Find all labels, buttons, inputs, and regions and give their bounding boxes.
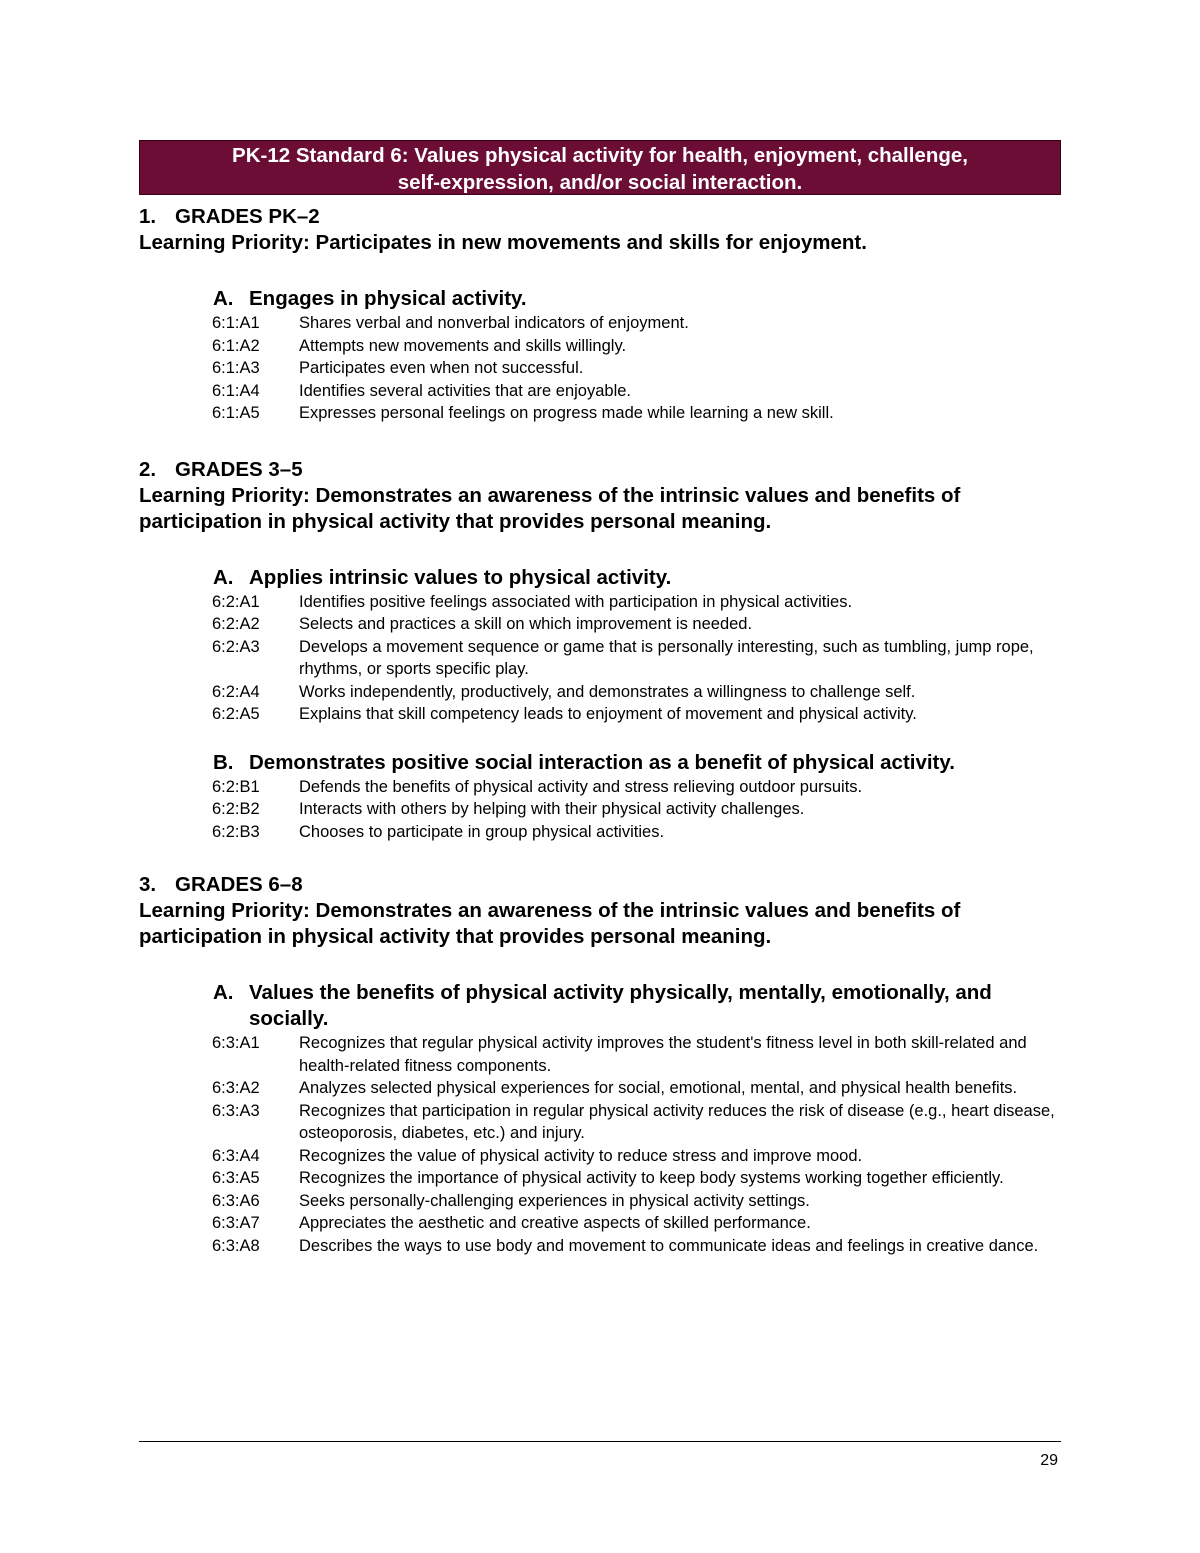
- grade-section: [139, 457, 1064, 844]
- indicator-item: 6:1:A1 Shares verbal and nonverbal indicators of enjoyment.: [212, 314, 689, 332]
- indicator-list: [212, 312, 1064, 425]
- footer-divider: [139, 1441, 1061, 1442]
- indicator-item: 6:2:A5 Explains that skill competency leads to enjoyment of movement and physical activity.: [212, 705, 917, 723]
- indicator-item: 6:2:B2 Interacts with others by helping with their physical activity challenges.: [212, 800, 805, 818]
- grade-heading: 1. GRADES PK–2: [139, 205, 320, 228]
- indicator-list: [212, 1032, 1064, 1257]
- subsection-heading: A. Values the benefits of physical activity physically, mentally, emotionally, and socially.: [213, 981, 992, 1030]
- indicator-item: 6:2:A4 Works independently, productively, and demonstrates a willingness to challenge self.: [212, 682, 916, 701]
- indicator-item: 6:3:A8 Describes the ways to use body and movement to communicate ideas and feelings in creative dance.: [212, 1236, 1039, 1255]
- standard-title-line-1: PK-12 Standard 6: Values physical activity for health, enjoyment, challenge,: [232, 144, 968, 167]
- subsection-heading: B. Demonstrates positive social interaction as a benefit of physical activity.: [213, 750, 955, 774]
- indicator-item: 6:3:A1 Recognizes that regular physical activity improves the student's fitness level in both skill-related and health-related fitness components.: [212, 1034, 1027, 1075]
- indicator-item: 6:1:A3 Participates even when not successful.: [212, 359, 584, 377]
- page-number: 29: [1040, 1452, 1058, 1469]
- indicator-item: 6:1:A5 Expresses personal feelings on progress made while learning a new skill.: [212, 404, 834, 422]
- standard-banner: [139, 140, 1061, 195]
- indicator-item: 6:3:A4 Recognizes the value of physical activity to reduce stress and improve mood.: [212, 1146, 863, 1165]
- indicator-item: 6:2:A3 Develops a movement sequence or game that is personally interesting, such as tumbling, jump rope, rhythms, or sports specific play.: [212, 637, 1034, 678]
- indicator-item: 6:2:A1 Identifies positive feelings associated with participation in physical activities.: [212, 592, 853, 611]
- grade-section: [139, 204, 1064, 425]
- standards-content: [139, 204, 1064, 1257]
- indicator-item: 6:1:A2 Attempts new movements and skills willingly.: [212, 336, 627, 355]
- subsection-heading: A. Engages in physical activity.: [213, 287, 527, 310]
- subsection-heading: A. Applies intrinsic values to physical activity.: [213, 565, 672, 589]
- indicator-item: 6:3:A3 Recognizes that participation in regular physical activity reduces the risk of disease (e.g., heart disease, osteoporosis, diabetes, etc.) and injury.: [212, 1101, 1055, 1142]
- grade-section: [139, 872, 1064, 1257]
- indicator-item: 6:1:A4 Identifies several activities that are enjoyable.: [212, 381, 632, 400]
- indicator-list: [212, 591, 1064, 726]
- indicator-item: 6:2:A2 Selects and practices a skill on which improvement is needed.: [212, 615, 753, 633]
- indicator-item: 6:3:A2 Analyzes selected physical experiences for social, emotional, mental, and physical health benefits.: [212, 1079, 1018, 1097]
- indicator-list: [212, 776, 1064, 844]
- indicator-item: 6:2:B1 Defends the benefits of physical activity and stress relieving outdoor pursuits.: [212, 777, 863, 796]
- indicator-item: 6:3:A5 Recognizes the importance of physical activity to keep body systems working together efficiently.: [212, 1169, 1004, 1187]
- learning-priority: Learning Priority: Demonstrates an awareness of the intrinsic values and benefits of participation in physical activity that provides personal meaning.: [139, 483, 961, 533]
- learning-priority: Learning Priority: Demonstrates an awareness of the intrinsic values and benefits of participation in physical activity that provides personal meaning.: [139, 899, 961, 948]
- grade-heading: 3. GRADES 6–8: [139, 873, 303, 896]
- learning-priority: Learning Priority: Participates in new movements and skills for enjoyment.: [139, 231, 867, 254]
- indicator-item: 6:3:A6 Seeks personally-challenging experiences in physical activity settings.: [212, 1191, 810, 1210]
- standard-title-line-2: self-expression, and/or social interaction.: [397, 171, 803, 194]
- indicator-item: 6:3:A7 Appreciates the aesthetic and creative aspects of skilled performance.: [212, 1214, 811, 1232]
- grade-heading: 2. GRADES 3–5: [139, 457, 303, 481]
- indicator-item: 6:2:B3 Chooses to participate in group physical activities.: [212, 822, 665, 841]
